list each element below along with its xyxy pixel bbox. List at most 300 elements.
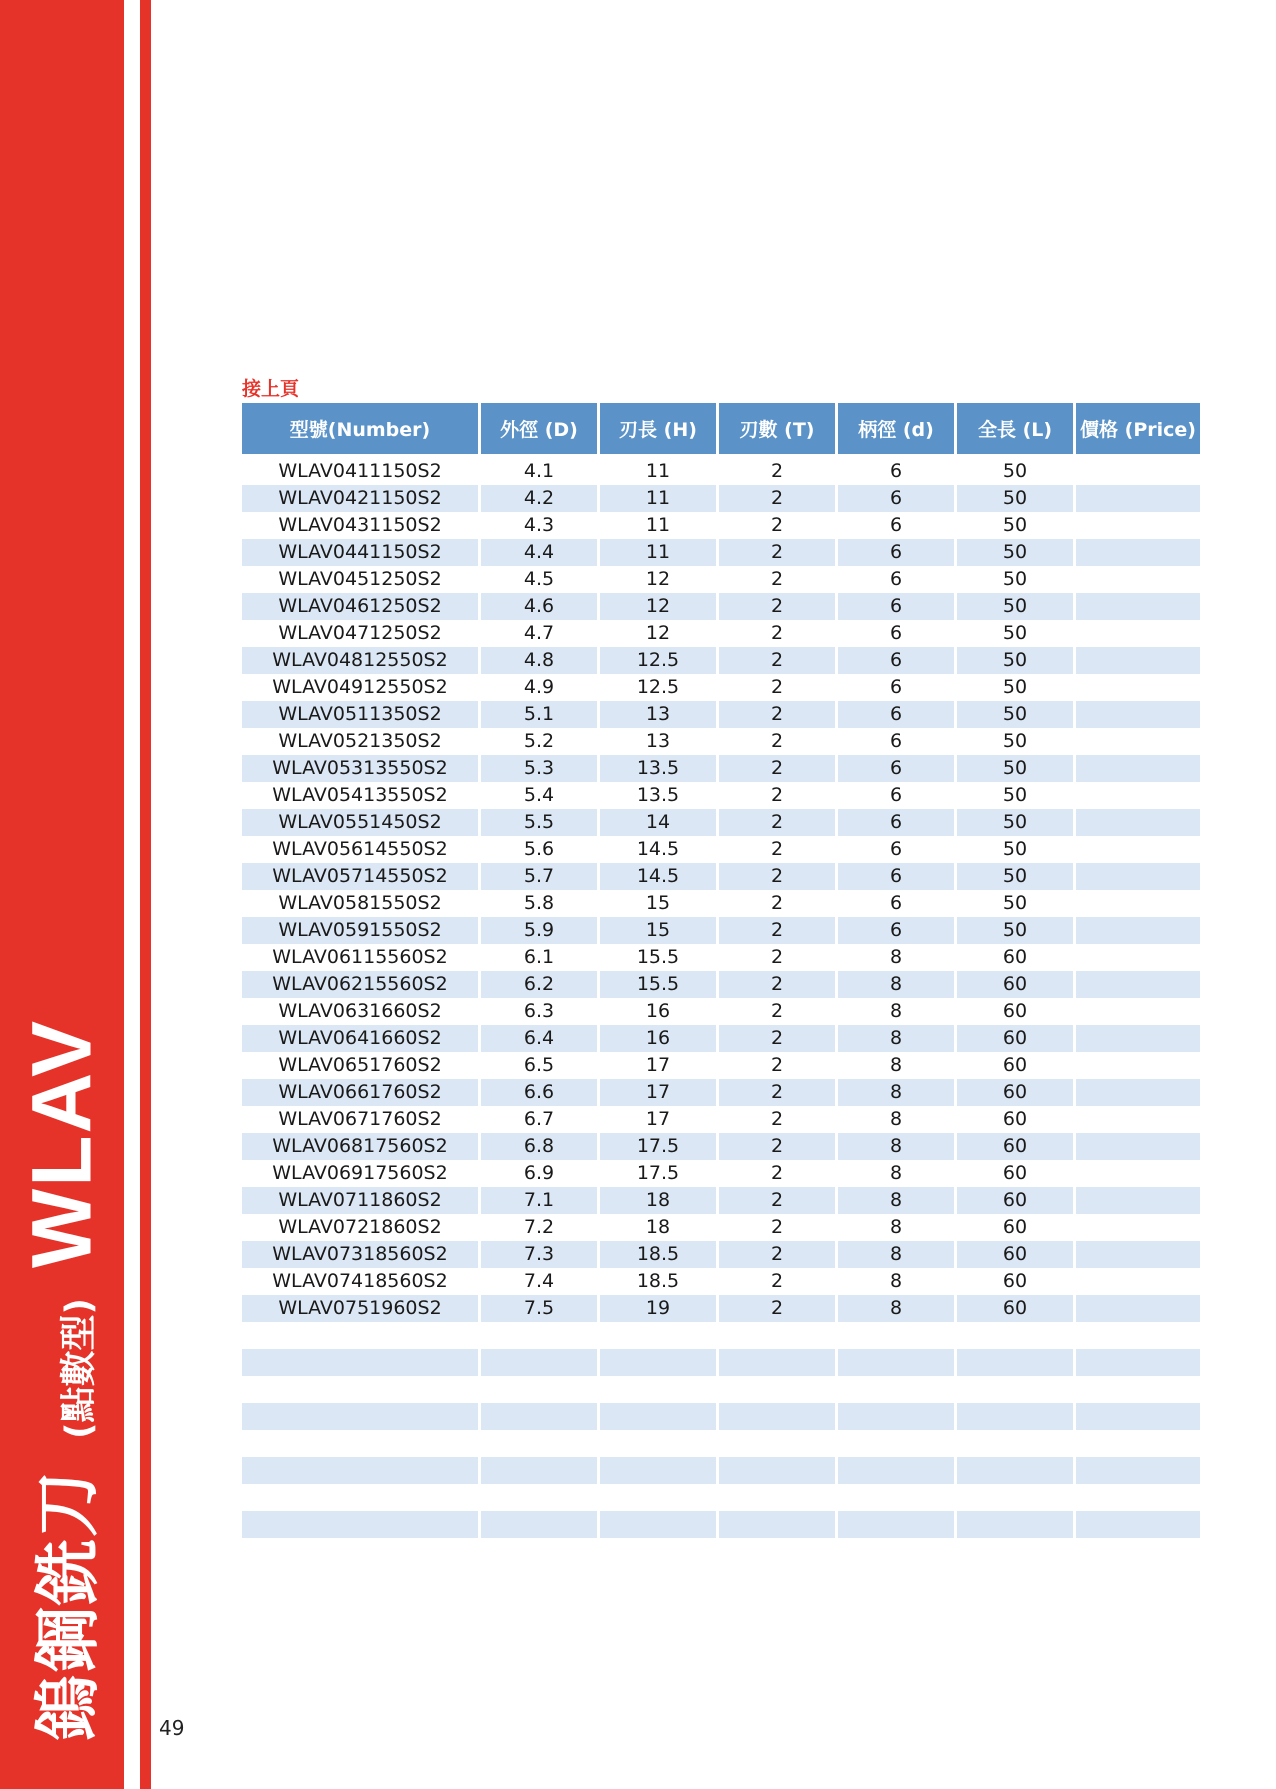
cell-flute-length: 17.5 bbox=[600, 1133, 716, 1160]
cell-flute-length: 13.5 bbox=[600, 782, 716, 809]
cell-flutes: 2 bbox=[719, 782, 835, 809]
cell-overall-length: 50 bbox=[957, 917, 1073, 944]
cell-flutes bbox=[719, 1457, 835, 1484]
cell-price bbox=[1076, 998, 1200, 1025]
cell-flute-length bbox=[600, 1349, 716, 1376]
cell-flute-length: 15 bbox=[600, 890, 716, 917]
cell-flute-length: 14.5 bbox=[600, 863, 716, 890]
cell-number: WLAV05614550S2 bbox=[242, 836, 478, 863]
cell-price bbox=[1076, 728, 1200, 755]
cell-diameter: 4.4 bbox=[481, 539, 597, 566]
cell-number: WLAV06215560S2 bbox=[242, 971, 478, 998]
cell-number: WLAV05413550S2 bbox=[242, 782, 478, 809]
cell-flutes: 2 bbox=[719, 1025, 835, 1052]
cell-number: WLAV07418560S2 bbox=[242, 1268, 478, 1295]
cell-diameter: 5.6 bbox=[481, 836, 597, 863]
cell-diameter: 6.3 bbox=[481, 998, 597, 1025]
cell-diameter bbox=[481, 1457, 597, 1484]
side-band bbox=[0, 0, 124, 1789]
cell-price bbox=[1076, 1295, 1200, 1322]
table-row bbox=[242, 1349, 1200, 1376]
cell-shank bbox=[838, 1376, 954, 1403]
cell-shank: 6 bbox=[838, 647, 954, 674]
cell-flutes: 2 bbox=[719, 890, 835, 917]
table-header-row bbox=[242, 403, 1200, 458]
cell-diameter: 5.3 bbox=[481, 755, 597, 782]
cell-diameter: 7.3 bbox=[481, 1241, 597, 1268]
cell-number: WLAV05714550S2 bbox=[242, 863, 478, 890]
cell-diameter: 4.5 bbox=[481, 566, 597, 593]
side-title-en: WLAV bbox=[14, 1019, 109, 1269]
cell-price bbox=[1076, 458, 1200, 485]
cell-number: WLAV0641660S2 bbox=[242, 1025, 478, 1052]
cell-overall-length: 50 bbox=[957, 566, 1073, 593]
cell-number bbox=[242, 1511, 478, 1538]
cell-flute-length: 15 bbox=[600, 917, 716, 944]
cell-overall-length: 50 bbox=[957, 620, 1073, 647]
cell-diameter: 4.6 bbox=[481, 593, 597, 620]
cell-overall-length: 60 bbox=[957, 1295, 1073, 1322]
cell-diameter: 6.7 bbox=[481, 1106, 597, 1133]
cell-overall-length: 60 bbox=[957, 1106, 1073, 1133]
table-row bbox=[242, 647, 1200, 674]
cell-number: WLAV0651760S2 bbox=[242, 1052, 478, 1079]
cell-diameter bbox=[481, 1376, 597, 1403]
cell-price bbox=[1076, 1079, 1200, 1106]
table-row bbox=[242, 1376, 1200, 1403]
cell-flute-length: 14.5 bbox=[600, 836, 716, 863]
cell-shank: 6 bbox=[838, 863, 954, 890]
cell-overall-length bbox=[957, 1511, 1073, 1538]
cell-shank bbox=[838, 1349, 954, 1376]
cell-shank: 8 bbox=[838, 1025, 954, 1052]
table-row bbox=[242, 1052, 1200, 1079]
cell-number: WLAV0471250S2 bbox=[242, 620, 478, 647]
cell-number: WLAV0521350S2 bbox=[242, 728, 478, 755]
cell-diameter bbox=[481, 1403, 597, 1430]
cell-shank: 6 bbox=[838, 566, 954, 593]
cell-diameter: 6.1 bbox=[481, 944, 597, 971]
cell-overall-length: 50 bbox=[957, 539, 1073, 566]
cell-diameter: 7.4 bbox=[481, 1268, 597, 1295]
cell-shank: 6 bbox=[838, 755, 954, 782]
cell-overall-length: 50 bbox=[957, 701, 1073, 728]
cell-number: WLAV0661760S2 bbox=[242, 1079, 478, 1106]
cell-shank: 8 bbox=[838, 1133, 954, 1160]
side-stripe bbox=[140, 0, 151, 1789]
cell-number bbox=[242, 1484, 478, 1511]
cell-flutes: 2 bbox=[719, 809, 835, 836]
cell-flutes: 2 bbox=[719, 539, 835, 566]
cell-shank: 6 bbox=[838, 593, 954, 620]
cell-diameter: 5.9 bbox=[481, 917, 597, 944]
cell-price bbox=[1076, 1349, 1200, 1376]
cell-shank: 8 bbox=[838, 1241, 954, 1268]
cell-diameter: 4.8 bbox=[481, 647, 597, 674]
table-row bbox=[242, 890, 1200, 917]
cell-overall-length: 50 bbox=[957, 485, 1073, 512]
table-row bbox=[242, 1268, 1200, 1295]
cell-overall-length: 50 bbox=[957, 890, 1073, 917]
cell-price bbox=[1076, 890, 1200, 917]
cell-flute-length: 15.5 bbox=[600, 944, 716, 971]
cell-flute-length: 12.5 bbox=[600, 647, 716, 674]
cell-shank: 6 bbox=[838, 782, 954, 809]
cell-price bbox=[1076, 620, 1200, 647]
cell-overall-length: 60 bbox=[957, 1079, 1073, 1106]
cell-number: WLAV0671760S2 bbox=[242, 1106, 478, 1133]
cell-flutes: 2 bbox=[719, 593, 835, 620]
cell-price bbox=[1076, 782, 1200, 809]
cell-shank: 8 bbox=[838, 1106, 954, 1133]
cell-flute-length: 16 bbox=[600, 998, 716, 1025]
cell-shank: 6 bbox=[838, 539, 954, 566]
table-row bbox=[242, 593, 1200, 620]
cell-shank: 6 bbox=[838, 485, 954, 512]
cell-shank bbox=[838, 1484, 954, 1511]
cell-shank: 8 bbox=[838, 1295, 954, 1322]
table-row bbox=[242, 1430, 1200, 1457]
cell-flutes: 2 bbox=[719, 998, 835, 1025]
header-flutes: 刃數 (T) bbox=[719, 403, 835, 458]
cell-shank: 6 bbox=[838, 917, 954, 944]
cell-number bbox=[242, 1376, 478, 1403]
cell-flute-length: 13.5 bbox=[600, 755, 716, 782]
cell-flutes: 2 bbox=[719, 1160, 835, 1187]
cell-price bbox=[1076, 1214, 1200, 1241]
cell-diameter: 7.2 bbox=[481, 1214, 597, 1241]
cell-number: WLAV0631660S2 bbox=[242, 998, 478, 1025]
header-price: 價格 (Price) bbox=[1076, 403, 1200, 458]
cell-overall-length: 50 bbox=[957, 512, 1073, 539]
cell-price bbox=[1076, 1376, 1200, 1403]
cell-flutes: 2 bbox=[719, 1079, 835, 1106]
cell-diameter: 5.8 bbox=[481, 890, 597, 917]
cell-flute-length: 18 bbox=[600, 1214, 716, 1241]
cell-price bbox=[1076, 863, 1200, 890]
cell-flute-length: 11 bbox=[600, 458, 716, 485]
table-row bbox=[242, 512, 1200, 539]
cell-shank: 8 bbox=[838, 1160, 954, 1187]
header-overall-length: 全長 (L) bbox=[957, 403, 1073, 458]
cell-number: WLAV04812550S2 bbox=[242, 647, 478, 674]
table-row bbox=[242, 620, 1200, 647]
table-row bbox=[242, 944, 1200, 971]
cell-overall-length: 50 bbox=[957, 674, 1073, 701]
cell-diameter: 6.8 bbox=[481, 1133, 597, 1160]
cell-diameter: 7.5 bbox=[481, 1295, 597, 1322]
cell-flute-length: 18.5 bbox=[600, 1268, 716, 1295]
cell-overall-length: 50 bbox=[957, 836, 1073, 863]
continued-label: 接上頁 bbox=[242, 378, 300, 400]
cell-overall-length: 50 bbox=[957, 782, 1073, 809]
cell-price bbox=[1076, 971, 1200, 998]
table-row bbox=[242, 917, 1200, 944]
cell-price bbox=[1076, 1322, 1200, 1349]
cell-overall-length: 60 bbox=[957, 1187, 1073, 1214]
cell-diameter: 5.2 bbox=[481, 728, 597, 755]
cell-flutes: 2 bbox=[719, 917, 835, 944]
cell-diameter: 6.9 bbox=[481, 1160, 597, 1187]
cell-flutes bbox=[719, 1511, 835, 1538]
cell-number bbox=[242, 1430, 478, 1457]
cell-diameter bbox=[481, 1430, 597, 1457]
cell-overall-length: 50 bbox=[957, 755, 1073, 782]
cell-price bbox=[1076, 1133, 1200, 1160]
cell-number: WLAV0591550S2 bbox=[242, 917, 478, 944]
cell-diameter: 4.7 bbox=[481, 620, 597, 647]
cell-flute-length: 13 bbox=[600, 728, 716, 755]
cell-flute-length bbox=[600, 1484, 716, 1511]
table-row bbox=[242, 1133, 1200, 1160]
cell-shank: 8 bbox=[838, 998, 954, 1025]
cell-diameter: 5.4 bbox=[481, 782, 597, 809]
table-row bbox=[242, 728, 1200, 755]
cell-flutes: 2 bbox=[719, 620, 835, 647]
cell-overall-length: 50 bbox=[957, 728, 1073, 755]
cell-diameter: 4.1 bbox=[481, 458, 597, 485]
header-flute-length: 刃長 (H) bbox=[600, 403, 716, 458]
cell-flute-length: 17.5 bbox=[600, 1160, 716, 1187]
cell-overall-length bbox=[957, 1403, 1073, 1430]
cell-overall-length: 60 bbox=[957, 1025, 1073, 1052]
cell-price bbox=[1076, 701, 1200, 728]
table-row bbox=[242, 539, 1200, 566]
cell-flutes bbox=[719, 1349, 835, 1376]
cell-flutes: 2 bbox=[719, 971, 835, 998]
cell-price bbox=[1076, 566, 1200, 593]
table-row bbox=[242, 485, 1200, 512]
cell-diameter bbox=[481, 1322, 597, 1349]
cell-number bbox=[242, 1322, 478, 1349]
table-row bbox=[242, 1295, 1200, 1322]
table-row bbox=[242, 782, 1200, 809]
cell-number: WLAV07318560S2 bbox=[242, 1241, 478, 1268]
cell-shank: 8 bbox=[838, 1268, 954, 1295]
cell-diameter: 4.9 bbox=[481, 674, 597, 701]
cell-overall-length bbox=[957, 1376, 1073, 1403]
cell-diameter: 6.4 bbox=[481, 1025, 597, 1052]
header-number: 型號(Number) bbox=[242, 403, 478, 458]
cell-shank: 6 bbox=[838, 809, 954, 836]
cell-price bbox=[1076, 512, 1200, 539]
cell-price bbox=[1076, 1241, 1200, 1268]
cell-number: WLAV06817560S2 bbox=[242, 1133, 478, 1160]
cell-overall-length: 60 bbox=[957, 1241, 1073, 1268]
cell-number: WLAV04912550S2 bbox=[242, 674, 478, 701]
cell-shank: 8 bbox=[838, 1214, 954, 1241]
cell-flutes: 2 bbox=[719, 1187, 835, 1214]
cell-flutes: 2 bbox=[719, 566, 835, 593]
cell-flutes: 2 bbox=[719, 863, 835, 890]
cell-flute-length: 11 bbox=[600, 485, 716, 512]
cell-flute-length: 14 bbox=[600, 809, 716, 836]
cell-shank bbox=[838, 1430, 954, 1457]
cell-number: WLAV0551450S2 bbox=[242, 809, 478, 836]
header-diameter: 外徑 (D) bbox=[481, 403, 597, 458]
cell-flutes: 2 bbox=[719, 1295, 835, 1322]
cell-flute-length: 12 bbox=[600, 566, 716, 593]
cell-overall-length: 60 bbox=[957, 1133, 1073, 1160]
cell-price bbox=[1076, 1484, 1200, 1511]
cell-flute-length: 12.5 bbox=[600, 674, 716, 701]
cell-flute-length: 18.5 bbox=[600, 1241, 716, 1268]
cell-number: WLAV0441150S2 bbox=[242, 539, 478, 566]
cell-shank: 6 bbox=[838, 620, 954, 647]
cell-number: WLAV0421150S2 bbox=[242, 485, 478, 512]
cell-shank: 6 bbox=[838, 674, 954, 701]
header-shank: 柄徑 (d) bbox=[838, 403, 954, 458]
table-row bbox=[242, 674, 1200, 701]
cell-overall-length: 60 bbox=[957, 1214, 1073, 1241]
cell-price bbox=[1076, 1160, 1200, 1187]
cell-shank: 8 bbox=[838, 1052, 954, 1079]
cell-diameter: 7.1 bbox=[481, 1187, 597, 1214]
cell-flutes: 2 bbox=[719, 701, 835, 728]
cell-number: WLAV0431150S2 bbox=[242, 512, 478, 539]
cell-overall-length: 60 bbox=[957, 1268, 1073, 1295]
cell-diameter: 6.5 bbox=[481, 1052, 597, 1079]
cell-price bbox=[1076, 1052, 1200, 1079]
cell-diameter bbox=[481, 1484, 597, 1511]
cell-price bbox=[1076, 809, 1200, 836]
table-row bbox=[242, 458, 1200, 485]
cell-flute-length: 16 bbox=[600, 1025, 716, 1052]
cell-price bbox=[1076, 1511, 1200, 1538]
cell-flute-length bbox=[600, 1457, 716, 1484]
cell-overall-length: 60 bbox=[957, 944, 1073, 971]
cell-number: WLAV0581550S2 bbox=[242, 890, 478, 917]
cell-diameter bbox=[481, 1511, 597, 1538]
cell-overall-length: 50 bbox=[957, 863, 1073, 890]
table-row bbox=[242, 836, 1200, 863]
cell-number: WLAV0711860S2 bbox=[242, 1187, 478, 1214]
cell-overall-length bbox=[957, 1430, 1073, 1457]
cell-flutes bbox=[719, 1322, 835, 1349]
cell-flutes: 2 bbox=[719, 1106, 835, 1133]
cell-diameter bbox=[481, 1349, 597, 1376]
cell-flute-length bbox=[600, 1511, 716, 1538]
cell-number: WLAV0451250S2 bbox=[242, 566, 478, 593]
spec-table bbox=[239, 403, 1203, 1538]
table-row bbox=[242, 1025, 1200, 1052]
cell-overall-length bbox=[957, 1484, 1073, 1511]
cell-shank: 6 bbox=[838, 512, 954, 539]
table-row bbox=[242, 809, 1200, 836]
table-row bbox=[242, 1187, 1200, 1214]
cell-flute-length bbox=[600, 1376, 716, 1403]
cell-flute-length bbox=[600, 1322, 716, 1349]
cell-price bbox=[1076, 593, 1200, 620]
table-row bbox=[242, 1106, 1200, 1133]
cell-shank: 8 bbox=[838, 944, 954, 971]
cell-flute-length: 17 bbox=[600, 1106, 716, 1133]
cell-overall-length bbox=[957, 1322, 1073, 1349]
cell-price bbox=[1076, 1403, 1200, 1430]
cell-flutes: 2 bbox=[719, 1241, 835, 1268]
cell-overall-length: 50 bbox=[957, 593, 1073, 620]
cell-flutes bbox=[719, 1403, 835, 1430]
cell-flutes: 2 bbox=[719, 512, 835, 539]
cell-flutes: 2 bbox=[719, 728, 835, 755]
cell-overall-length bbox=[957, 1349, 1073, 1376]
cell-diameter: 6.6 bbox=[481, 1079, 597, 1106]
cell-flutes: 2 bbox=[719, 647, 835, 674]
cell-flutes: 2 bbox=[719, 1052, 835, 1079]
cell-price bbox=[1076, 1106, 1200, 1133]
cell-shank: 8 bbox=[838, 1079, 954, 1106]
cell-number bbox=[242, 1457, 478, 1484]
cell-price bbox=[1076, 944, 1200, 971]
table-row bbox=[242, 1511, 1200, 1538]
cell-flute-length: 18 bbox=[600, 1187, 716, 1214]
cell-flute-length: 17 bbox=[600, 1052, 716, 1079]
cell-overall-length: 60 bbox=[957, 998, 1073, 1025]
table-row bbox=[242, 971, 1200, 998]
cell-price bbox=[1076, 917, 1200, 944]
cell-overall-length: 60 bbox=[957, 1052, 1073, 1079]
table-row bbox=[242, 863, 1200, 890]
cell-shank: 6 bbox=[838, 728, 954, 755]
cell-shank bbox=[838, 1322, 954, 1349]
cell-shank: 8 bbox=[838, 1187, 954, 1214]
cell-shank: 6 bbox=[838, 458, 954, 485]
cell-number: WLAV0511350S2 bbox=[242, 701, 478, 728]
table-row bbox=[242, 755, 1200, 782]
cell-price bbox=[1076, 1457, 1200, 1484]
cell-price bbox=[1076, 539, 1200, 566]
cell-number: WLAV0411150S2 bbox=[242, 458, 478, 485]
cell-price bbox=[1076, 836, 1200, 863]
cell-overall-length: 50 bbox=[957, 809, 1073, 836]
cell-number: WLAV0721860S2 bbox=[242, 1214, 478, 1241]
table-row bbox=[242, 566, 1200, 593]
cell-number: WLAV05313550S2 bbox=[242, 755, 478, 782]
cell-flutes bbox=[719, 1484, 835, 1511]
cell-diameter: 5.1 bbox=[481, 701, 597, 728]
table-row bbox=[242, 1241, 1200, 1268]
cell-shank: 6 bbox=[838, 701, 954, 728]
cell-flute-length: 11 bbox=[600, 512, 716, 539]
table-row bbox=[242, 1484, 1200, 1511]
cell-shank bbox=[838, 1403, 954, 1430]
cell-diameter: 5.5 bbox=[481, 809, 597, 836]
table-row bbox=[242, 1403, 1200, 1430]
cell-flute-length bbox=[600, 1403, 716, 1430]
cell-flute-length bbox=[600, 1430, 716, 1457]
cell-flutes: 2 bbox=[719, 458, 835, 485]
cell-flute-length: 11 bbox=[600, 539, 716, 566]
cell-flutes: 2 bbox=[719, 944, 835, 971]
cell-flute-length: 19 bbox=[600, 1295, 716, 1322]
cell-flutes: 2 bbox=[719, 836, 835, 863]
cell-flutes: 2 bbox=[719, 1268, 835, 1295]
cell-price bbox=[1076, 485, 1200, 512]
cell-price bbox=[1076, 674, 1200, 701]
cell-number: WLAV0751960S2 bbox=[242, 1295, 478, 1322]
cell-overall-length: 50 bbox=[957, 647, 1073, 674]
cell-flutes: 2 bbox=[719, 755, 835, 782]
table-row bbox=[242, 1322, 1200, 1349]
cell-overall-length: 60 bbox=[957, 1160, 1073, 1187]
cell-diameter: 6.2 bbox=[481, 971, 597, 998]
table-row bbox=[242, 998, 1200, 1025]
cell-flute-length: 12 bbox=[600, 593, 716, 620]
page-number: 49 bbox=[159, 1716, 185, 1740]
cell-number bbox=[242, 1349, 478, 1376]
cell-price bbox=[1076, 1187, 1200, 1214]
cell-price bbox=[1076, 755, 1200, 782]
